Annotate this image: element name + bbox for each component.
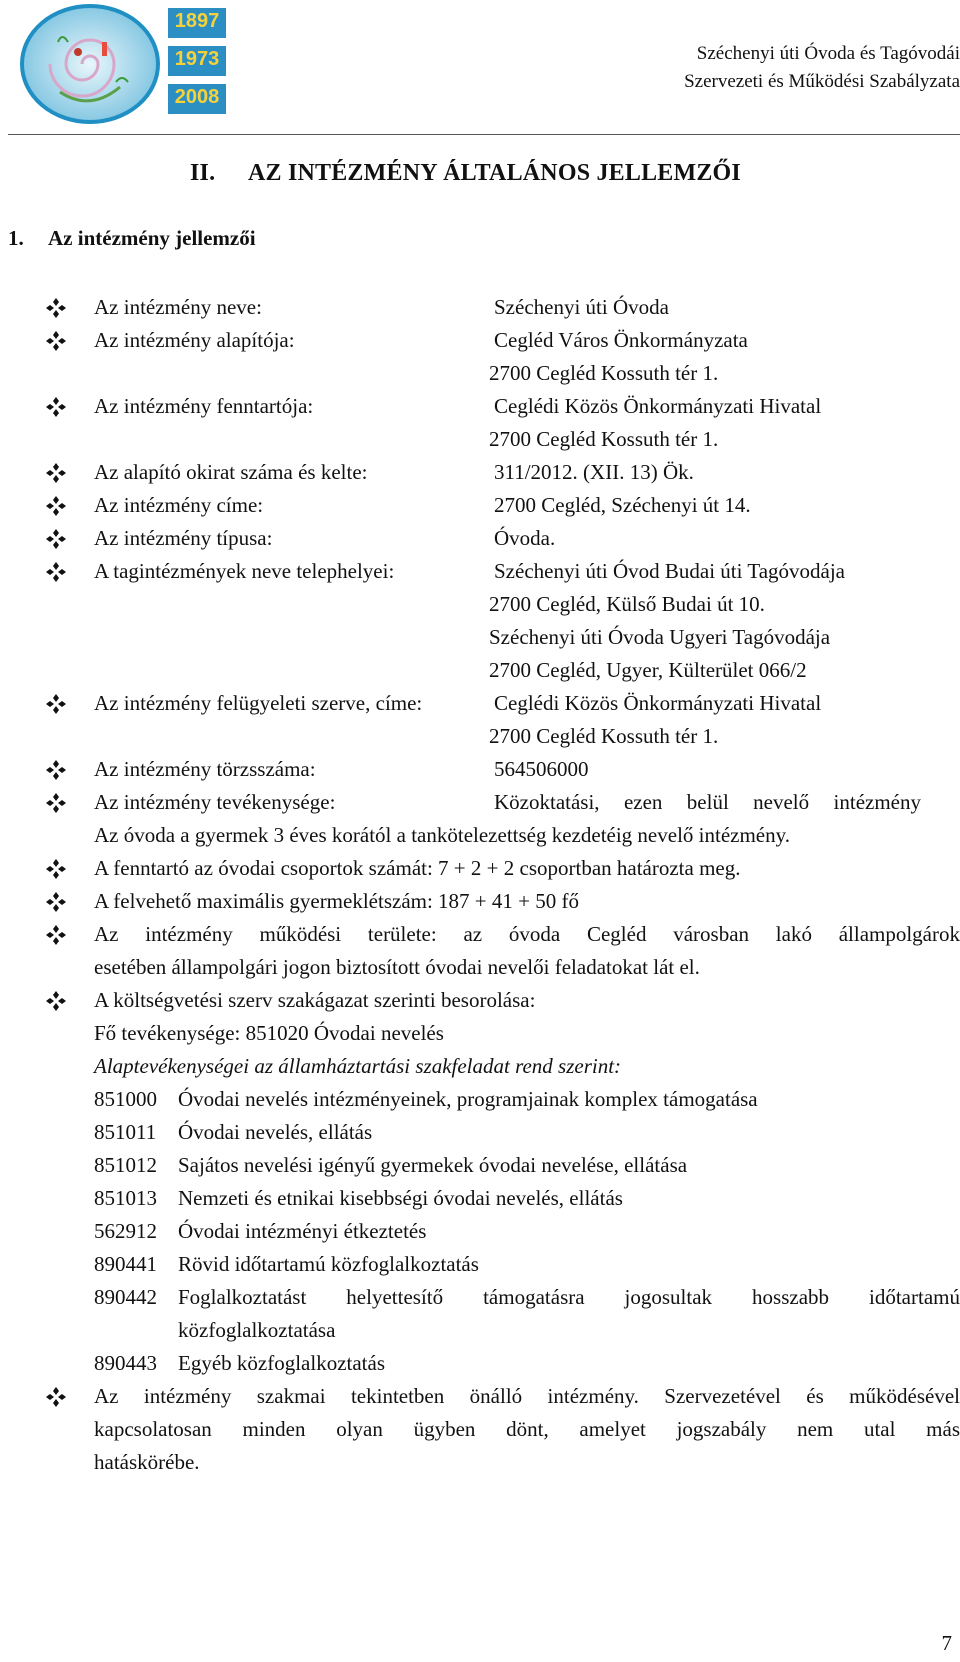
diamond-bullet-icon	[46, 390, 72, 423]
diamond-bullet-icon	[46, 753, 72, 786]
diamond-bullet-icon	[46, 918, 72, 951]
activity-row	[8, 1083, 960, 1116]
item-value-continuation: 2700 Cegléd Kossuth tér 1.	[489, 361, 719, 385]
diamond-bullet-icon	[46, 489, 72, 522]
list-item	[8, 984, 960, 1017]
header-divider	[8, 134, 960, 135]
list-item	[8, 291, 960, 324]
item-continuation: hatáskörébe.	[94, 1450, 200, 1474]
section-title-text: AZ INTÉZMÉNY ÁLTALÁNOS JELLEMZŐI	[248, 160, 741, 186]
diamond-bullet-icon	[46, 555, 72, 588]
subsection-number: 1.	[8, 226, 24, 250]
activity-text: Óvodai intézményi étkeztetés	[178, 1219, 427, 1243]
item-value: Széchenyi úti Óvoda	[494, 295, 669, 319]
diamond-bullet-icon	[46, 522, 72, 555]
item-label: A tagintézmények neve telephelyei:	[94, 559, 395, 583]
document-header	[540, 40, 960, 96]
activity-text: Egyéb közfoglalkoztatás	[178, 1351, 386, 1375]
section-title	[190, 160, 741, 187]
item-value: 311/2012. (XII. 13) Ök.	[494, 460, 694, 484]
activity-row	[8, 1347, 960, 1380]
activity-row	[8, 1248, 960, 1281]
activity-text: Óvodai nevelés intézményeinek, programjainak komplex támogatása	[178, 1087, 758, 1111]
activity-text-continuation: közfoglalkoztatása	[178, 1318, 336, 1342]
list-item	[8, 522, 960, 555]
list-item	[8, 555, 960, 588]
item-label: Az intézmény címe:	[94, 493, 264, 517]
item-label: Az intézmény felügyeleti szerve, címe:	[94, 691, 423, 715]
activity-text: Foglalkoztatást helyettesítő támogatásra jogosultak hosszabb időtartamú	[178, 1285, 960, 1309]
item-label: Az intézmény típusa:	[94, 526, 273, 550]
institution-logo	[20, 2, 238, 126]
logo-year-2: 1973	[174, 48, 220, 70]
activities-heading: Alaptevékenységei az államháztartási szakfeladat rend szerint:	[94, 1054, 622, 1078]
section-number: II.	[190, 160, 216, 186]
page-number: 7	[941, 1631, 952, 1655]
diamond-bullet-icon	[46, 324, 72, 357]
activity-code: 851012	[94, 1153, 157, 1177]
item-value-continuation: 2700 Cegléd, Külső Budai út 10.	[489, 592, 765, 616]
list-item	[8, 852, 960, 885]
activity-text: Óvodai nevelés, ellátás	[178, 1120, 373, 1144]
item-value-continuation: Széchenyi úti Óvoda Ugyeri Tagóvodája	[489, 625, 831, 649]
main-activity: Fő tevékenysége: 851020 Óvodai nevelés	[94, 1021, 444, 1045]
item-value: Cegléd Város Önkormányzata	[494, 328, 748, 352]
diamond-bullet-icon	[46, 852, 72, 885]
list-item	[8, 918, 960, 951]
activity-row	[8, 1116, 960, 1149]
item-value: Ceglédi Közös Önkormányzati Hivatal	[494, 394, 822, 418]
activity-code: 890442	[94, 1285, 157, 1309]
item-value: Ceglédi Közös Önkormányzati Hivatal	[494, 691, 822, 715]
list-item	[8, 489, 960, 522]
activity-code: 851011	[94, 1120, 157, 1144]
item-text: A fenntartó az óvodai csoportok számát: 7 + 2 + 2 csoportban határozta meg.	[94, 856, 741, 880]
diamond-bullet-icon	[46, 687, 72, 720]
item-value: 2700 Cegléd, Széchenyi út 14.	[494, 493, 751, 517]
activity-code: 890443	[94, 1351, 157, 1375]
item-continuation: Az óvoda a gyermek 3 éves korától a tankötelezettség kezdetéig nevelő intézmény.	[94, 823, 791, 847]
item-label: Az intézmény törzsszáma:	[94, 757, 316, 781]
list-item	[8, 1380, 960, 1413]
item-value: Közoktatási, ezen belül nevelő intézmény	[494, 790, 921, 814]
header-line-1: Széchenyi úti Óvoda és Tagóvodái	[696, 43, 960, 64]
activity-row	[8, 1182, 960, 1215]
activity-text: Nemzeti és etnikai kisebbségi óvodai nevelés, ellátás	[178, 1186, 623, 1210]
list-item	[8, 687, 960, 720]
activity-row	[8, 1215, 960, 1248]
activity-code: 562912	[94, 1219, 157, 1243]
item-value-continuation: 2700 Cegléd Kossuth tér 1.	[489, 427, 719, 451]
diamond-bullet-icon	[46, 291, 72, 324]
activity-row	[8, 1281, 960, 1347]
diamond-bullet-icon	[46, 984, 72, 1017]
activity-code: 851000	[94, 1087, 157, 1111]
header-line-2: Szervezeti és Működési Szabályzata	[684, 71, 960, 92]
item-value: Óvoda.	[494, 526, 556, 550]
list-item	[8, 324, 960, 357]
logo-year-3: 2008	[174, 86, 220, 108]
diamond-bullet-icon	[46, 1380, 72, 1413]
item-label: Az intézmény neve:	[94, 295, 262, 319]
diamond-bullet-icon	[46, 786, 72, 819]
activity-text: Rövid időtartamú közfoglalkoztatás	[178, 1252, 479, 1276]
item-value-continuation: 2700 Cegléd, Ugyer, Külterület 066/2	[489, 658, 807, 682]
item-label: Az alapító okirat száma és kelte:	[94, 460, 368, 484]
item-label: Az intézmény fenntartója:	[94, 394, 314, 418]
item-continuation: esetében állampolgári jogon biztosított óvodai nevelői feladatokat lát el.	[94, 955, 700, 979]
item-text: Az intézmény szakmai tekintetben önálló intézmény. Szervezetével és működésével	[94, 1384, 960, 1408]
item-label: Az intézmény tevékenysége:	[94, 790, 336, 814]
subsection-title	[8, 226, 256, 251]
item-label: Az intézmény alapítója:	[94, 328, 295, 352]
list-item	[8, 786, 960, 819]
activity-text: Sajátos nevelési igényű gyermekek óvodai nevelése, ellátása	[178, 1153, 688, 1177]
diamond-bullet-icon	[46, 885, 72, 918]
activity-code: 890441	[94, 1252, 157, 1276]
list-item	[8, 753, 960, 786]
diamond-bullet-icon	[46, 456, 72, 489]
list-item	[8, 885, 960, 918]
characteristics-list	[8, 291, 960, 1479]
subsection-title-text: Az intézmény jellemzői	[48, 226, 256, 250]
list-item	[8, 456, 960, 489]
item-value: 564506000	[494, 757, 589, 781]
item-value-continuation: 2700 Cegléd Kossuth tér 1.	[489, 724, 719, 748]
item-text: A felvehető maximális gyermeklétszám: 187 + 41 + 50 fő	[94, 889, 579, 913]
activity-row	[8, 1149, 960, 1182]
list-item	[8, 390, 960, 423]
item-text: A költségvetési szerv szakágazat szerinti besorolása:	[94, 988, 536, 1012]
logo-year-1: 1897	[174, 10, 220, 32]
item-continuation: kapcsolatosan minden olyan ügyben dönt, amelyet jogszabály nem utal más	[94, 1417, 960, 1441]
item-value: Széchenyi úti Óvod Budai úti Tagóvodája	[494, 559, 845, 583]
activity-code: 851013	[94, 1186, 157, 1210]
item-text: Az intézmény működési területe: az óvoda Cegléd városban lakó állampolgárok	[94, 922, 960, 946]
